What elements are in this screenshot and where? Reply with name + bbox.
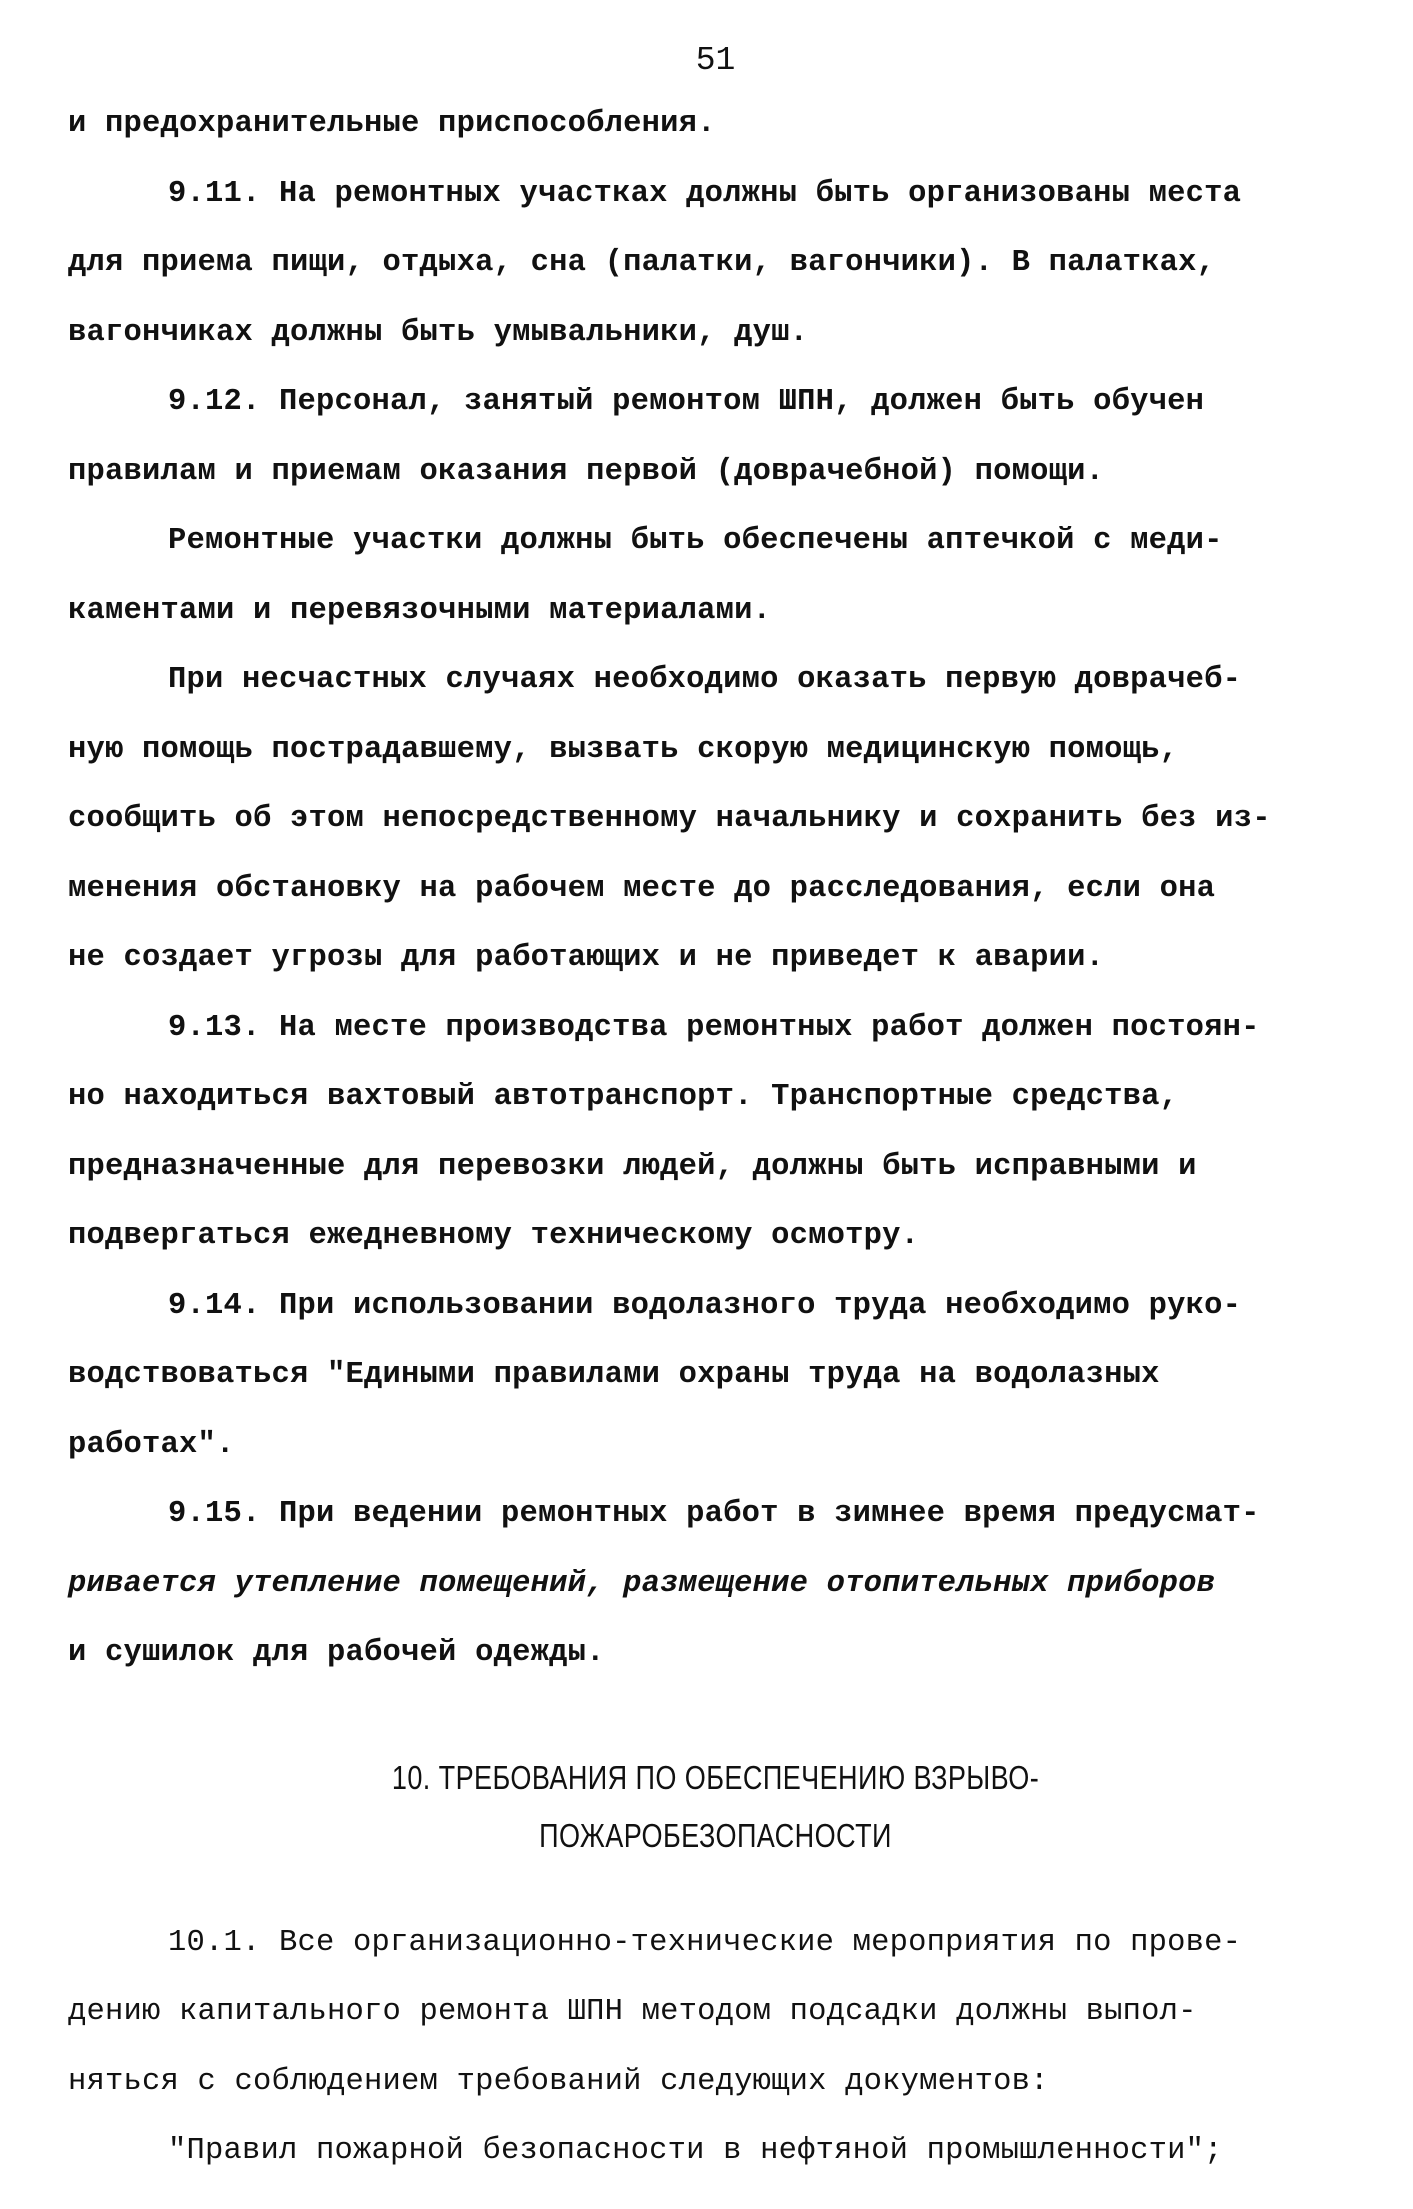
page-number: 51 bbox=[695, 42, 736, 79]
paragraph-9-12 bbox=[68, 368, 1363, 507]
spacer bbox=[68, 1865, 1363, 1909]
text-line: дению капитального ремонта ШПН методом подсадки должны выпол- bbox=[68, 1995, 1197, 2029]
text-line: вагончиках должны быть умывальники, душ. bbox=[68, 315, 809, 350]
text-line: подвергаться ежедневному техническому осмотру. bbox=[68, 1219, 920, 1253]
text-line: "Правил пожарной безопасности в нефтяной промышленности"; bbox=[168, 2134, 1223, 2168]
text-line: для приема пищи, отдыха, сна (палатки, вагончики). В палатках, bbox=[68, 246, 1216, 280]
section-heading-line: 10. ТРЕБОВАНИЯ ПО ОБЕСПЕЧЕНИЮ ВЗРЫВО- bbox=[391, 1758, 1040, 1796]
text-line: 10.1. Все организационно-технические мероприятия по прове- bbox=[168, 1925, 1242, 1960]
text-line: 9.13. На месте производства ремонтных работ должен постоян- bbox=[168, 1010, 1260, 1045]
paragraph-9-14 bbox=[68, 1272, 1363, 1481]
paragraph-accidents bbox=[68, 646, 1363, 994]
text-line: и предохранительные приспособления. bbox=[68, 107, 716, 141]
text-line: менения обстановку на рабочем месте до расследования, если она bbox=[68, 871, 1216, 906]
text-line: При несчастных случаях необходимо оказать первую доврачеб- bbox=[168, 663, 1242, 697]
section-heading bbox=[68, 1749, 1363, 1865]
paragraph-9-15 bbox=[68, 1480, 1363, 1689]
text-line: няться с соблюдением требований следующих документов: bbox=[68, 2064, 1049, 2099]
spacer bbox=[68, 1689, 1363, 1749]
section-9-continuation bbox=[68, 90, 1363, 1689]
text-line: водствоваться "Едиными правилами охраны труда на водолазных bbox=[68, 1358, 1160, 1392]
paragraph-10-1 bbox=[68, 1909, 1363, 2187]
text-line: каментами и перевязочными материалами. bbox=[68, 593, 772, 628]
section-heading-line: ПОЖАРОБЕЗОПАСНОСТИ bbox=[539, 1816, 892, 1854]
text-line: но находиться вахтовый автотранспорт. Транспортные средства, bbox=[68, 1080, 1179, 1114]
text-line: 9.14. При использовании водолазного труда необходимо руко- bbox=[168, 1288, 1242, 1323]
text-line: работах". bbox=[68, 1427, 235, 1462]
paragraph-9-13 bbox=[68, 994, 1363, 1272]
text-line: ривается утепление помещений, размещение отопительных приборов bbox=[68, 1566, 1216, 1601]
text-line: сообщить об этом непосредственному начальнику и сохранить без из- bbox=[68, 802, 1271, 836]
text-line: ную помощь пострадавшему, вызвать скорую медицинскую помощь, bbox=[68, 732, 1179, 767]
text-line: предназначенные для перевозки людей, должны быть исправными и bbox=[68, 1149, 1197, 1184]
text-line: Ремонтные участки должны быть обеспечены аптечкой с меди- bbox=[168, 524, 1223, 558]
paragraph-first-aid-kit bbox=[68, 507, 1363, 646]
text-line: 9.15. При ведении ремонтных работ в зимнее время предусмат- bbox=[168, 1497, 1260, 1531]
paragraph-9-11 bbox=[68, 160, 1363, 369]
text-line: правилам и приемам оказания первой (доврачебной) помощи. bbox=[68, 454, 1105, 489]
text-line: не создает угрозы для работающих и не приведет к аварии. bbox=[68, 941, 1105, 975]
text-line: 9.11. На ремонтных участках должны быть организованы места bbox=[168, 176, 1242, 211]
text-line: 9.12. Персонал, занятый ремонтом ШПН, должен быть обучен bbox=[168, 385, 1205, 419]
text-line: и сушилок для рабочей одежды. bbox=[68, 1636, 605, 1670]
